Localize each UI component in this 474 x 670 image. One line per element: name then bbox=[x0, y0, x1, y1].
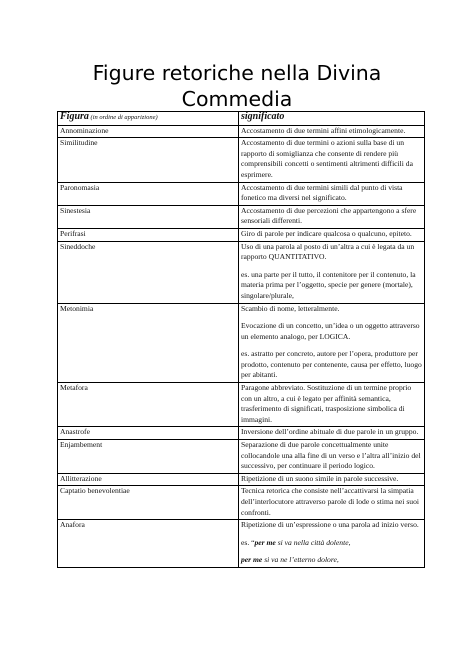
figure-definition: Paragone abbreviato. Sostituzione di un termine proprio con un altro, a cui è legato per affinità semantica, trasferimento di significati, trasposizione simbolica di immagini. bbox=[241, 383, 412, 424]
header-figura-cell bbox=[58, 112, 239, 126]
figure-term: Sinestesia bbox=[60, 205, 91, 215]
figure-definition-cell bbox=[239, 440, 425, 474]
figure-definition: Giro di parole per indicare qualcosa o qualcuno, epiteto. bbox=[241, 228, 412, 238]
figure-definition-cell bbox=[239, 383, 425, 427]
table-row bbox=[58, 383, 425, 427]
header-figura-subtitle: (in ordine di apparizione) bbox=[88, 114, 158, 121]
table-header-row bbox=[58, 112, 425, 126]
figure-definition: es. astratto per concreto, autore per l’opera, produttore per prodotto, contenuto per contenente, causa per effetto, luogo per abitanti. bbox=[241, 349, 422, 380]
table-row bbox=[58, 182, 425, 205]
table-row bbox=[58, 205, 425, 228]
figure-definition: Evocazione di un concetto, un’idea o un oggetto attraverso un elemento analogo, per LOGICA. bbox=[241, 321, 420, 341]
figure-term: Metafora bbox=[60, 383, 88, 393]
figure-definition-cell bbox=[239, 241, 425, 303]
figure-term-cell bbox=[58, 138, 239, 182]
figure-term-cell bbox=[58, 125, 239, 138]
figure-term: Perifrasi bbox=[60, 228, 86, 238]
figure-definition: Tecnica retorica che consiste nell’accattivarsi la simpatia dell’interlocutore attraverso parole di lode o stima nei suoi confronti. bbox=[241, 486, 419, 517]
figure-term-cell bbox=[58, 486, 239, 520]
table-row bbox=[58, 138, 425, 182]
figure-definition: Scambio di nome, letteralmente. bbox=[241, 303, 340, 313]
figure-term-cell bbox=[58, 520, 239, 568]
figure-term: Similitudine bbox=[60, 138, 98, 148]
figure-definition: Accostamento di due percezioni che appartengono a sfere sensoriali differenti. bbox=[241, 205, 417, 226]
figure-term: Sineddoche bbox=[60, 241, 96, 251]
figure-definition-cell bbox=[239, 228, 425, 241]
header-significato: significato bbox=[241, 111, 285, 122]
example-line-2 bbox=[241, 555, 422, 566]
header-figura: Figura bbox=[60, 111, 89, 122]
figure-definition: Accostamento di due termini simili dal punto di vista fonetico ma diversi nel significato. bbox=[241, 182, 403, 203]
table-row bbox=[58, 440, 425, 474]
figure-term-cell bbox=[58, 241, 239, 303]
figure-definition-cell bbox=[239, 182, 425, 205]
page-title bbox=[0, 60, 474, 112]
figure-term-cell bbox=[58, 205, 239, 228]
figure-term-cell bbox=[58, 182, 239, 205]
figure-term: Anafora bbox=[60, 520, 85, 530]
figure-term-cell bbox=[58, 440, 239, 474]
table-row bbox=[58, 228, 425, 241]
figure-definition: es. una parte per il tutto, il contenitore per il contenuto, la materia prima per l’oggetto, specie per genere (mortale), singolare/plurale, bbox=[241, 269, 416, 300]
figure-definition-cell bbox=[239, 427, 425, 440]
figure-definition: Ripetizione di un suono simile in parole successive. bbox=[241, 473, 399, 483]
figure-definition-cell bbox=[239, 473, 425, 486]
figure-definition-cell bbox=[239, 125, 425, 138]
example-line-1 bbox=[241, 538, 422, 549]
figure-definition-cell bbox=[239, 520, 425, 568]
header-significato-cell bbox=[239, 112, 425, 126]
example-1-rest: si va nella città dolente, bbox=[275, 537, 351, 547]
figure-term-cell bbox=[58, 383, 239, 427]
figure-definition-cell bbox=[239, 486, 425, 520]
example-2-bold: per me bbox=[241, 555, 263, 565]
title-line-1: Figure retoriche nella Divina bbox=[92, 61, 382, 85]
figure-term-cell bbox=[58, 303, 239, 383]
example-1-bold: per me bbox=[254, 537, 276, 547]
figure-term: Anastrofe bbox=[60, 427, 90, 437]
figure-definition-cell bbox=[239, 138, 425, 182]
figure-definition: Uso di una parola al posto di un’altra a cui è legata da un rapporto QUANTITATIVO. bbox=[241, 241, 415, 262]
table-row-anafora bbox=[58, 520, 425, 568]
table-row bbox=[58, 427, 425, 440]
figure-term: Allitterazione bbox=[60, 473, 102, 483]
figure-term-cell bbox=[58, 473, 239, 486]
table-row bbox=[58, 303, 425, 383]
example-2-rest: si va ne l’etterno dolore, bbox=[262, 555, 339, 565]
figures-table bbox=[57, 111, 425, 568]
figure-definition: Accostamento di due termini o azioni sulla base di un rapporto di somiglianza che consente di rendere più comprensibili concetti o sentimenti altrimenti difficili da esprimere. bbox=[241, 138, 413, 179]
figure-term: Metonimia bbox=[60, 303, 94, 313]
table-row bbox=[58, 486, 425, 520]
table-row bbox=[58, 473, 425, 486]
figure-definition: Inversione dell’ordine abituale di due parole in un gruppo. bbox=[241, 427, 419, 437]
figure-definition: Ripetizione di un’espressione o una parola ad inizio verso. bbox=[241, 520, 419, 530]
figure-term: Captatio benevolentiae bbox=[60, 486, 130, 496]
figure-definition: Separazione di due parole concettualmente unite collocandole una alla fine di un verso e l’altra all’inizio del successivo, per continuare il periodo logico. bbox=[241, 440, 421, 471]
figure-term: Annominazione bbox=[60, 125, 109, 135]
figure-definition-cell bbox=[239, 303, 425, 383]
example-prefix: es. “ bbox=[241, 537, 255, 547]
figure-definition: Accostamento di due termini affini etimologicamente. bbox=[241, 125, 406, 135]
figure-term-cell bbox=[58, 427, 239, 440]
table-row bbox=[58, 241, 425, 303]
figure-term: Enjambement bbox=[60, 440, 103, 450]
title-line-2: Commedia bbox=[181, 87, 293, 111]
figure-definition-cell bbox=[239, 205, 425, 228]
figure-term: Paronomasia bbox=[60, 182, 100, 192]
figure-term-cell bbox=[58, 228, 239, 241]
table-row bbox=[58, 125, 425, 138]
